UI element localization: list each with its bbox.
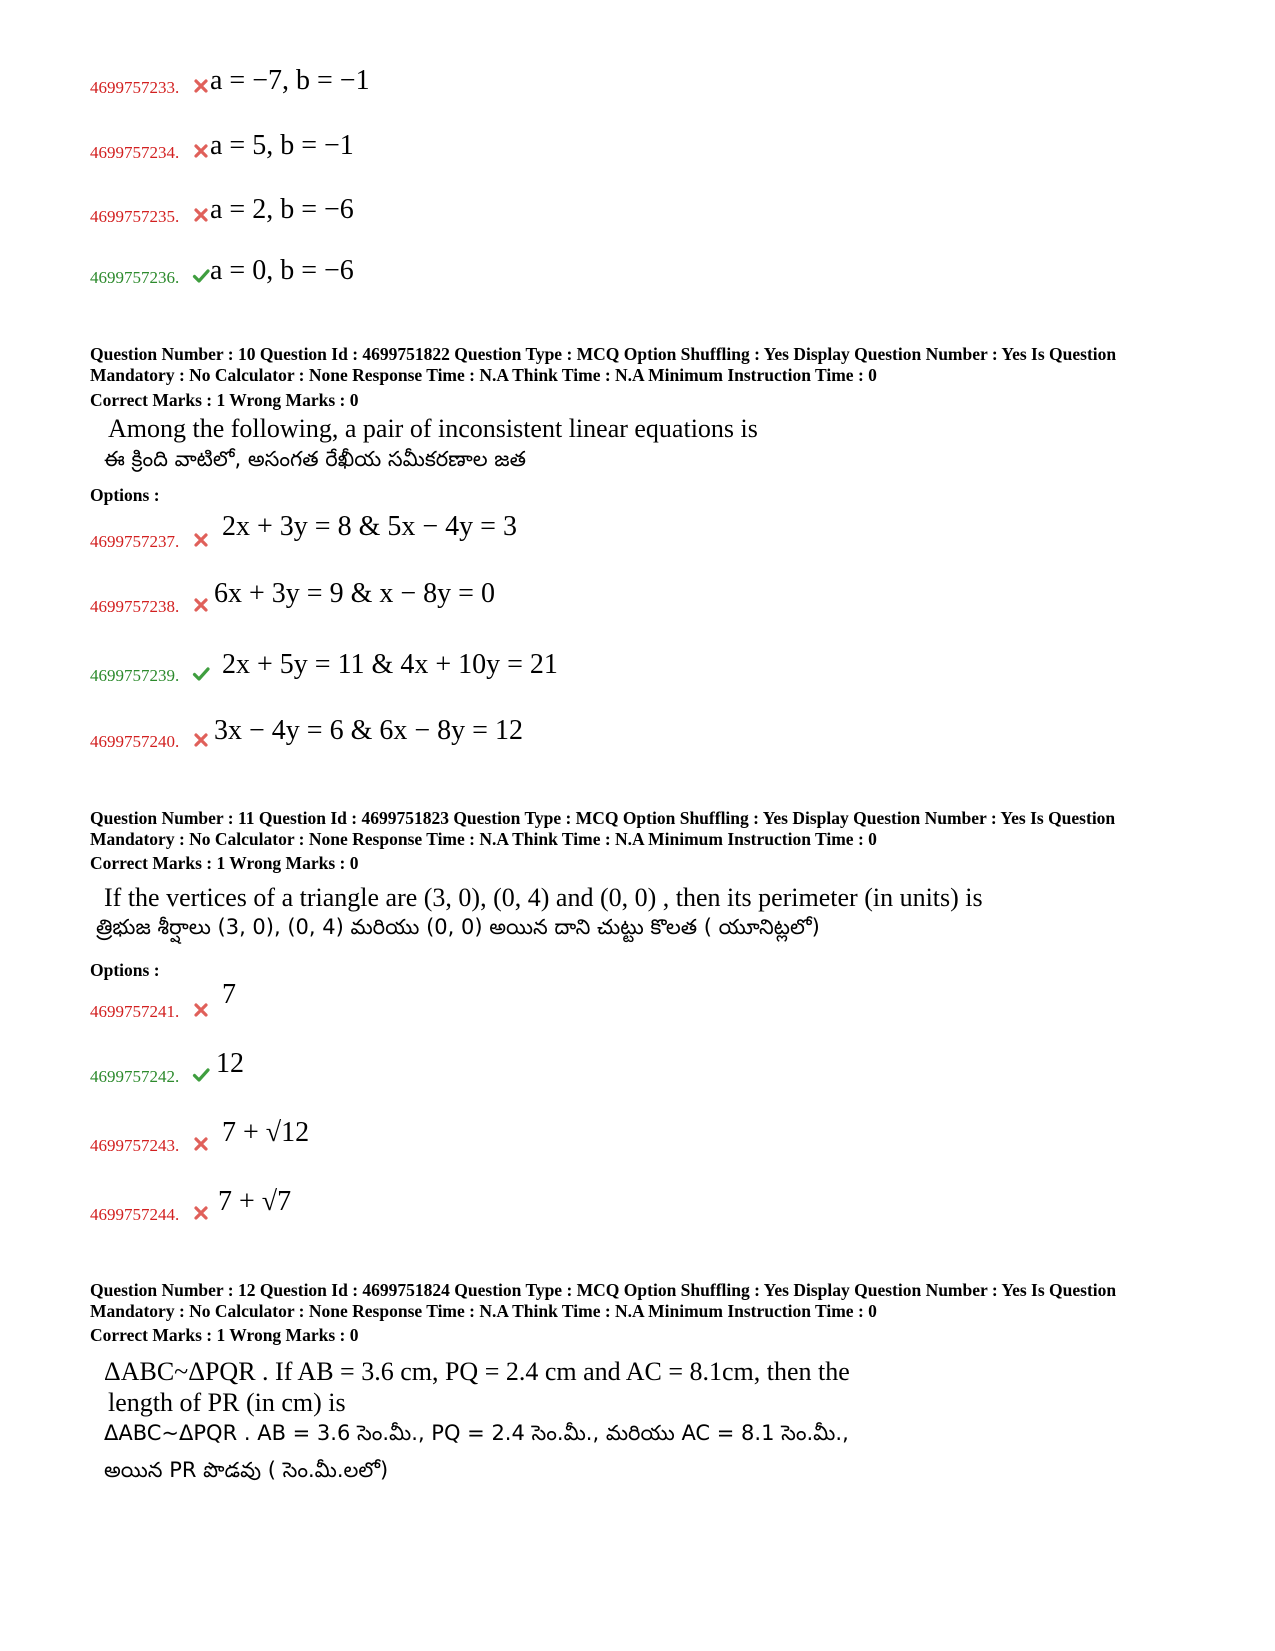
option-text: a = 0, b = −6 [210,255,354,286]
wrong-cross-icon [192,206,210,224]
option-row [0,1096,1275,1156]
question-meta [90,344,1200,386]
wrong-cross-icon [192,731,210,749]
question-text-telugu: ΔABC~ΔPQR . AB = 3.6 సెం.మీ., PQ = 2.4 సెం.మీ., మరియు AC = 8.1 సెం.మీ., [104,1421,849,1445]
wrong-cross-icon [192,531,210,549]
question-text-telugu: ఈ క్రింది వాటిలో, అసంగత రేఖీయ సమీకరణాల జత [104,447,526,471]
question-text-telugu: అయిన PR పొడవు ( సెం.మీ.లలో) [104,1458,389,1482]
options-label: Options : [90,960,160,980]
question-meta [90,808,1200,850]
option-id: 4699757233. [90,78,180,97]
option-id: 4699757238. [90,597,180,616]
question-meta-line: Mandatory : No Calculator : None Response Time : N.A Think Time : N.A Minimum Instruction Time : 0 [90,829,877,849]
option-row [0,1027,1275,1087]
question-marks: Correct Marks : 1 Wrong Marks : 0 [90,853,359,873]
option-text: a = 5, b = −1 [210,130,354,161]
question-meta-line: Mandatory : No Calculator : None Response Time : N.A Think Time : N.A Minimum Instruction Time : 0 [90,365,877,385]
correct-check-icon [192,665,210,683]
option-row [0,626,1275,686]
question-text-english: Among the following, a pair of inconsistent linear equations is [108,414,758,443]
option-text: 2x + 5y = 11 & 4x + 10y = 21 [222,649,558,680]
option-row [0,167,1275,227]
option-text: 3x − 4y = 6 & 6x − 8y = 12 [214,715,523,746]
option-row [0,228,1275,288]
option-id: 4699757240. [90,732,180,751]
question-text-english: If the vertices of a triangle are (3, 0), (0, 4) and (0, 0) , then its perimeter (in units) is [104,883,983,912]
option-row [0,38,1275,98]
option-id: 4699757243. [90,1136,180,1155]
option-id: 4699757235. [90,207,180,226]
question-marks: Correct Marks : 1 Wrong Marks : 0 [90,390,359,410]
option-row [0,962,1275,1022]
option-text: a = −7, b = −1 [210,65,370,96]
option-text: 6x + 3y = 9 & x − 8y = 0 [214,578,495,609]
option-row [0,492,1275,552]
question-meta-line: Question Number : 10 Question Id : 4699751822 Question Type : MCQ Option Shuffling : Yes Display Question Number : Yes Is Question [90,344,1117,364]
question-meta-line: Mandatory : No Calculator : None Response Time : N.A Think Time : N.A Minimum Instruction Time : 0 [90,1301,877,1321]
option-row [0,1165,1275,1225]
option-id: 4699757244. [90,1205,180,1224]
question-text-english: ΔABC~ΔPQR . If AB = 3.6 cm, PQ = 2.4 cm and AC = 8.1cm, then the [104,1357,850,1386]
option-text: 12 [216,1048,244,1079]
option-row [0,103,1275,163]
option-id: 4699757237. [90,532,180,551]
wrong-cross-icon [192,77,210,95]
option-row [0,557,1275,617]
wrong-cross-icon [192,1135,210,1153]
option-text: a = 2, b = −6 [210,194,354,225]
wrong-cross-icon [192,1001,210,1019]
options-label: Options : [90,485,160,505]
question-meta-line: Question Number : 12 Question Id : 4699751824 Question Type : MCQ Option Shuffling : Yes Display Question Number : Yes Is Question [90,1280,1117,1300]
correct-check-icon [192,1066,210,1084]
wrong-cross-icon [192,142,210,160]
option-row [0,692,1275,752]
option-text: 7 + √7 [218,1186,292,1217]
option-text: 2x + 3y = 8 & 5x − 4y = 3 [222,511,517,542]
wrong-cross-icon [192,1204,210,1222]
question-text-telugu: త్రిభుజ శీర్షాలు (3, 0), (0, 4) మరియు (0, 0) అయిన దాని చుట్టు కొలత ( యూనిట్లలో) [96,915,820,939]
option-id: 4699757236. [90,268,180,287]
question-marks: Correct Marks : 1 Wrong Marks : 0 [90,1325,359,1345]
question-meta [90,1280,1200,1322]
wrong-cross-icon [192,596,210,614]
option-id: 4699757242. [90,1067,180,1086]
option-id: 4699757239. [90,666,180,685]
question-meta-line: Question Number : 11 Question Id : 4699751823 Question Type : MCQ Option Shuffling : Yes Display Question Number : Yes Is Question [90,808,1116,828]
option-text: 7 [222,979,236,1010]
option-id: 4699757234. [90,143,180,162]
question-text-english: length of PR (in cm) is [108,1388,346,1417]
option-id: 4699757241. [90,1002,180,1021]
correct-check-icon [192,267,210,285]
option-text: 7 + √12 [222,1117,310,1148]
